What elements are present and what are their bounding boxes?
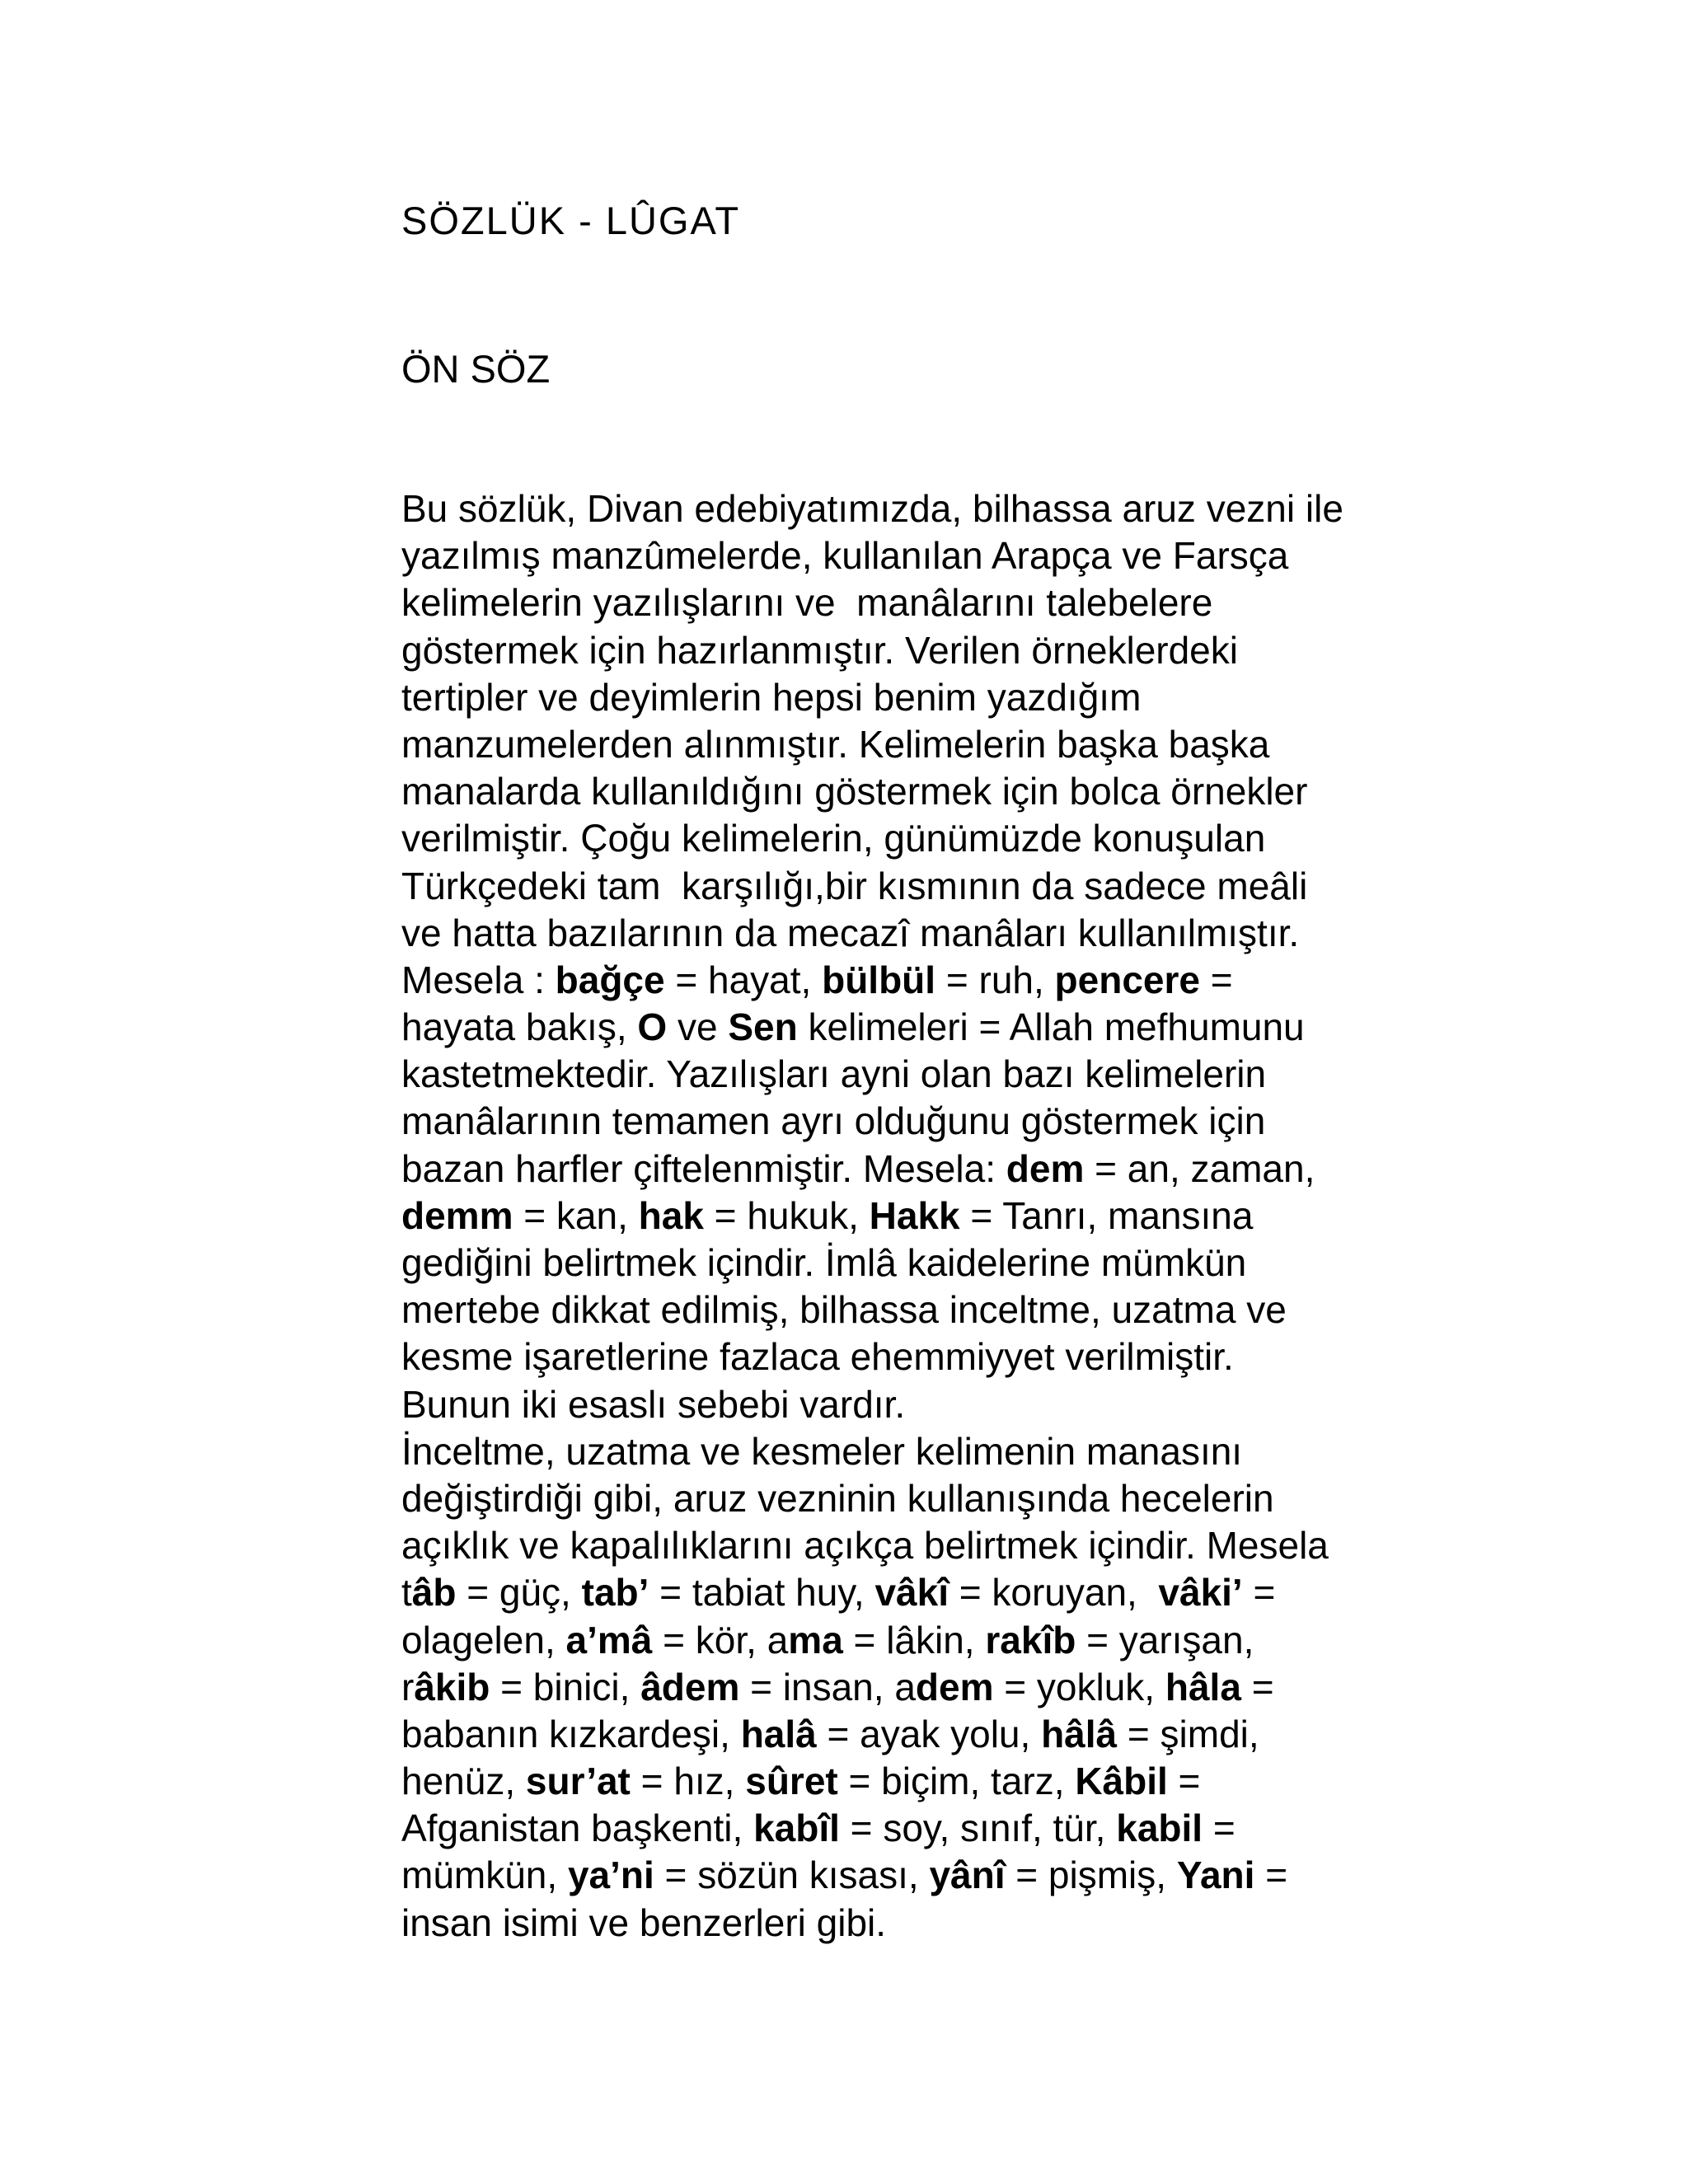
text-line	[401, 579, 1473, 626]
text-line	[401, 1098, 1473, 1145]
text-line	[401, 1146, 1473, 1193]
text-run: = kör, a	[652, 1618, 789, 1661]
bold-term: Kâbil	[1075, 1760, 1168, 1803]
bold-term: rakîb	[985, 1618, 1076, 1661]
text-run: manalarda kullanıldığını göstermek için bolca örnekler	[401, 770, 1308, 813]
text-line	[401, 910, 1473, 957]
text-run: mümkün,	[401, 1854, 568, 1897]
text-run: = an, zaman,	[1084, 1146, 1315, 1190]
text-line	[401, 485, 1473, 532]
text-run: = şimdi,	[1117, 1712, 1259, 1755]
text-run: Afganistan başkenti,	[401, 1807, 754, 1850]
text-run: kelimelerin yazılışlarını ve manâlarını talebelere	[401, 581, 1213, 625]
text-line	[401, 1333, 1473, 1380]
text-line	[401, 1852, 1473, 1899]
text-run: = güç,	[456, 1571, 582, 1615]
text-run: = pişmiş,	[1005, 1854, 1177, 1897]
text-line	[401, 957, 1473, 1004]
text-run: manâlarının temamen ayrı olduğunu göstermek için	[401, 1099, 1266, 1143]
bold-term: âdem	[640, 1665, 740, 1708]
text-run: değiştirdiği gibi, aruz vezninin kullanışında hecelerin	[401, 1476, 1274, 1520]
text-run: = sözün kısası,	[654, 1854, 930, 1897]
bold-term: tab’	[581, 1571, 649, 1615]
text-run: = hız,	[630, 1760, 746, 1803]
text-run: =	[1203, 1807, 1236, 1850]
text-run: İnceltme, uzatma ve kesmeler kelimenin manasını	[401, 1429, 1243, 1473]
text-line	[401, 1428, 1473, 1475]
text-run: =	[1254, 1854, 1288, 1897]
text-line	[401, 721, 1473, 768]
text-run: kastetmektedir. Yazılışları ayni olan bazı kelimelerin	[401, 1052, 1267, 1096]
text-run: babanın kızkardeşi,	[401, 1712, 741, 1755]
bold-term: bağçe	[555, 958, 665, 1001]
text-line	[401, 1240, 1473, 1286]
text-run: bazan harfler çiftelenmiştir. Mesela:	[401, 1146, 1006, 1190]
text-run: = tabiat huy,	[649, 1571, 875, 1615]
bold-term: kabil	[1116, 1807, 1203, 1850]
bold-term: dem	[915, 1665, 994, 1708]
bold-term: âb	[411, 1571, 457, 1615]
bold-term: Sen	[728, 1005, 798, 1049]
text-run: =	[1167, 1760, 1201, 1803]
bold-term: vâki’	[1158, 1571, 1243, 1615]
text-line	[401, 1475, 1473, 1522]
text-line	[401, 674, 1473, 721]
text-run: r	[401, 1665, 415, 1708]
text-line	[401, 1286, 1473, 1333]
text-run: = yarışan,	[1076, 1618, 1254, 1661]
document-title: SÖZLÜK - LÛGAT	[401, 199, 741, 242]
text-line	[401, 815, 1473, 862]
text-run: = hukuk,	[703, 1193, 870, 1237]
text-run: henüz,	[401, 1760, 526, 1803]
text-run: =	[1240, 1665, 1274, 1708]
text-line	[401, 1381, 1473, 1428]
text-run: manzumelerden alınmıştır. Kelimelerin başka başka	[401, 722, 1270, 766]
bold-term: kabîl	[753, 1807, 840, 1850]
text-line	[401, 1664, 1473, 1711]
text-run: Türkçedeki tam karşılığı,bir kısmının da sadece meâli	[401, 864, 1308, 907]
bold-term: sûret	[745, 1760, 838, 1803]
text-run: = ayak yolu,	[816, 1712, 1042, 1755]
text-run: Bu sözlük, Divan edebiyatımızda, bilhassa aruz vezni ile	[401, 487, 1343, 530]
preface-paragraph	[401, 485, 1473, 1947]
text-run: mertebe dikkat edilmiş, bilhassa inceltme, uzatma ve	[401, 1288, 1287, 1332]
text-run: t	[401, 1571, 412, 1615]
text-run: = biçim, tarz,	[837, 1760, 1076, 1803]
text-run: =	[1199, 958, 1233, 1001]
text-run: Bunun iki esaslı sebebi vardır.	[401, 1382, 906, 1426]
text-line	[401, 627, 1473, 674]
bold-term: demm	[401, 1193, 513, 1237]
text-line	[401, 1805, 1473, 1852]
text-run: açıklık ve kapalılıklarını açıkça belirtmek içindir. Mesela	[401, 1524, 1329, 1568]
bold-term: ma	[788, 1618, 843, 1661]
text-run: göstermek için hazırlanmıştır. Verilen örneklerdeki	[401, 628, 1238, 672]
text-run: verilmiştir. Çoğu kelimelerin, günümüzde konuşulan	[401, 817, 1266, 860]
text-run: kelimeleri = Allah mefhumunu	[797, 1005, 1305, 1049]
text-line	[401, 1711, 1473, 1758]
text-line	[401, 1758, 1473, 1805]
bold-term: ya’ni	[567, 1854, 654, 1897]
text-run: gediğini belirtmek içindir. İmlâ kaidelerine mümkün	[401, 1241, 1247, 1284]
bold-term: vâkî	[874, 1571, 949, 1615]
bold-term: yânî	[929, 1854, 1006, 1897]
text-line	[401, 1004, 1473, 1051]
text-run: yazılmış manzûmelerde, kullanılan Arapça ve Farsça	[401, 534, 1289, 578]
bold-term: pencere	[1054, 958, 1200, 1001]
text-line	[401, 1051, 1473, 1098]
text-line	[401, 532, 1473, 579]
bold-term: âkib	[414, 1665, 490, 1708]
bold-term: sur’at	[525, 1760, 631, 1803]
text-run: = hayat,	[664, 958, 823, 1001]
text-line	[401, 863, 1473, 910]
text-run: =	[1242, 1571, 1276, 1615]
text-run: insan isimi ve benzerleri gibi.	[401, 1900, 887, 1944]
bold-term: hâla	[1165, 1665, 1241, 1708]
text-run: = binici,	[490, 1665, 641, 1708]
text-run: = koruyan,	[948, 1571, 1159, 1615]
text-run: = kan,	[513, 1193, 639, 1237]
text-line	[401, 1193, 1473, 1240]
text-run: = ruh,	[935, 958, 1055, 1001]
text-line	[401, 1522, 1473, 1569]
bold-term: bülbül	[822, 958, 936, 1001]
bold-term: Yani	[1176, 1854, 1255, 1897]
text-run: = lâkin,	[842, 1618, 986, 1661]
text-run: = soy, sınıf, tür,	[839, 1807, 1117, 1850]
text-line	[401, 1569, 1473, 1616]
text-run: = Tanrı, mansına	[959, 1193, 1254, 1237]
text-run: tertipler ve deyimlerin hepsi benim yazdığım	[401, 675, 1142, 719]
bold-term: hak	[638, 1193, 704, 1237]
bold-term: Hakk	[869, 1193, 960, 1237]
text-run: = yokluk,	[993, 1665, 1165, 1708]
text-run: = insan, a	[739, 1665, 916, 1708]
bold-term: dem	[1006, 1146, 1085, 1190]
text-run: Mesela :	[401, 958, 556, 1001]
text-line	[401, 768, 1473, 815]
bold-term: halâ	[740, 1712, 817, 1755]
section-title: ÖN SÖZ	[401, 347, 551, 391]
bold-term: O	[637, 1005, 668, 1049]
bold-term: a’mâ	[565, 1618, 653, 1661]
text-run: kesme işaretlerine fazlaca ehemmiyyet verilmiştir.	[401, 1335, 1234, 1379]
text-line	[401, 1900, 1473, 1947]
text-run: olagelen,	[401, 1618, 566, 1661]
text-run: ve hatta bazılarının da mecazî manâları kullanılmıştır.	[401, 911, 1300, 954]
text-run: ve	[667, 1005, 729, 1049]
text-line	[401, 1617, 1473, 1664]
bold-term: hâlâ	[1041, 1712, 1118, 1755]
text-run: hayata bakış,	[401, 1005, 638, 1049]
